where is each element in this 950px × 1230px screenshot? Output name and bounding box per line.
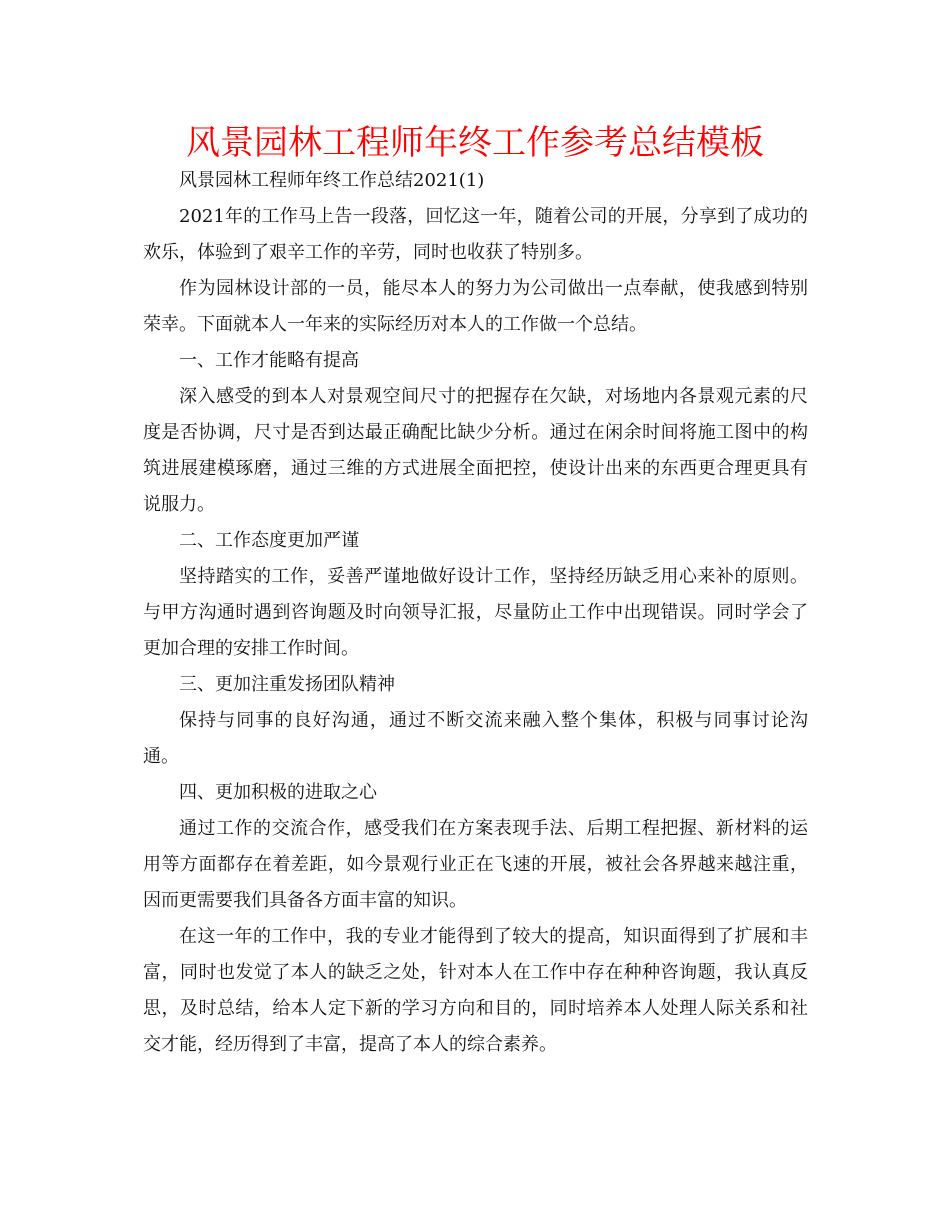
paragraph-section-4: 通过工作的交流合作，感受我们在方案表现手法、后期工程把握、新材料的运用等方面都存在着差距，如今景观行业正在飞速的开展，被社会各界越来越注重，因而更需要我们具备各方面丰富的知识。 xyxy=(143,818,808,911)
section-heading-1: 一、工作才能略有提高 xyxy=(179,350,359,371)
paragraph-section-1: 深入感受的到本人对景观空间尺寸的把握存在欠缺，对场地内各景观元素的尺度是否协调，尺寸是否到达最正确配比缺少分析。通过在闲余时间将施工图中的构筑进展建模琢磨，通过三维的方式进展全面把控，使设计出来的东西更合理更具有说服力。 xyxy=(143,386,808,515)
paragraph-conclusion: 在这一年的工作中，我的专业才能得到了较大的提高，知识面得到了扩展和丰富，同时也发觉了本人的缺乏之处，针对本人在工作中存在种种咨询题，我认真反思，及时总结，给本人定下新的学习方向和目的，同时培养本人处理人际关系和社交才能，经历得到了丰富，提高了本人的综合素养。 xyxy=(143,926,808,1055)
section-heading-3: 三、更加注重发扬团队精神 xyxy=(179,674,395,695)
paragraph-role: 作为园林设计部的一员，能尽本人的努力为公司做出一点奉献，使我感到特别荣幸。下面就本人一年来的实际经历对本人的工作做一个总结。 xyxy=(143,278,808,335)
document-body xyxy=(143,163,808,1063)
document-title: 风景园林工程师年终工作参考总结模板 xyxy=(186,123,764,163)
paragraph-section-2: 坚持踏实的工作，妥善严谨地做好设计工作，坚持经历缺乏用心来补的原则。与甲方沟通时遇到咨询题及时向领导汇报，尽量防止工作中出现错误。同时学会了更加合理的安排工作时间。 xyxy=(143,566,808,659)
section-heading-4: 四、更加积极的进取之心 xyxy=(179,782,377,803)
paragraph-intro: 2021年的工作马上告一段落，回忆这一年，随着公司的开展，分享到了成功的欢乐，体验到了艰辛工作的辛劳，同时也收获了特别多。 xyxy=(143,206,808,263)
section-heading-2: 二、工作态度更加严谨 xyxy=(179,530,359,551)
paragraph-section-3: 保持与同事的良好沟通，通过不断交流来融入整个集体，积极与同事讨论沟通。 xyxy=(143,710,808,767)
paragraph-subtitle: 风景园林工程师年终工作总结2021(1) xyxy=(179,170,485,191)
